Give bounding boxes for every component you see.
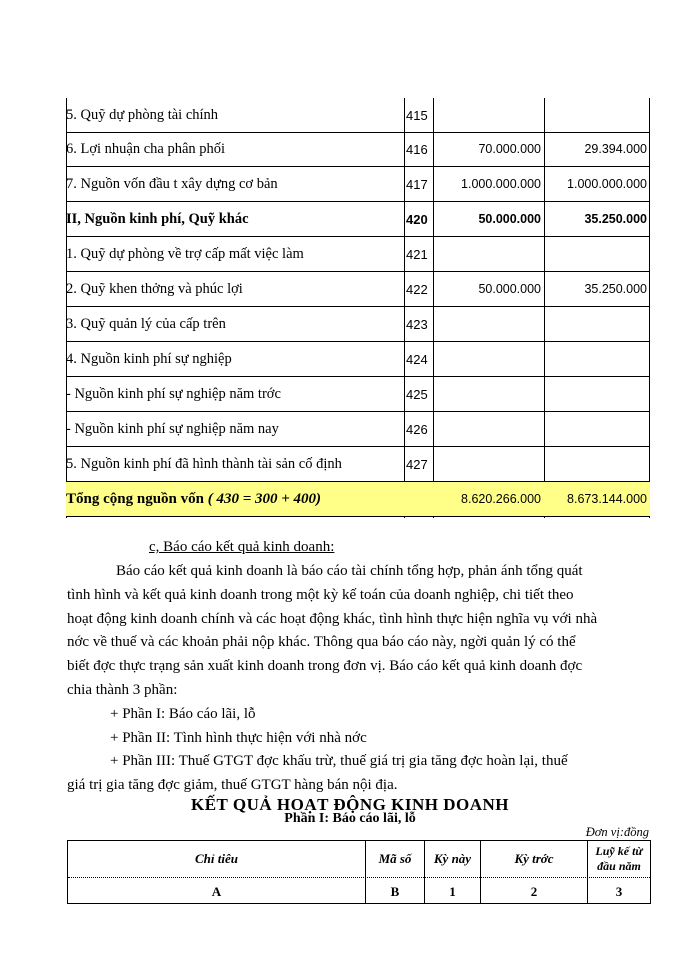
row-value-current	[434, 447, 544, 481]
bullet-item: + Phần III: Thuế GTGT đợc khấu trừ, thuế giá trị gia tăng đợc hoàn lại, thuế	[110, 753, 568, 770]
row-code: 423	[406, 316, 428, 332]
bullet-item: + Phần II: Tình hình thực hiện với nhà nớc	[110, 729, 367, 746]
row-value-previous	[545, 412, 650, 446]
header-this-period: Kỳ này	[433, 851, 472, 866]
row-value-previous: 35.250.000	[584, 212, 647, 226]
paragraph-line: biết đợc thực trạng sản xuất kinh doanh trong đơn vị. Báo cáo kết quả kinh doanh đợc	[67, 658, 583, 675]
col-label-3: 3	[615, 883, 623, 899]
balance-sheet-table	[66, 98, 650, 518]
table-row	[66, 272, 650, 307]
col-label-2: 2	[530, 883, 538, 899]
row-code: 416	[406, 141, 428, 157]
paragraph-line: nớc về thuế và các khoản phải nộp khác. Thông qua báo cáo này, ngời quản lý có thể	[67, 634, 576, 651]
row-code: 421	[406, 246, 428, 262]
row-value-previous	[545, 307, 650, 341]
bullet-item: + Phần I: Báo cáo lãi, lỗ	[110, 705, 256, 722]
paragraph-line: chia thành 3 phần:	[67, 681, 178, 698]
paragraph-line: Báo cáo kết quả kinh doanh là báo cáo tài chính tổng hợp, phản ánh tổng quát	[116, 563, 583, 579]
row-value-previous	[545, 377, 650, 411]
row-value-previous: 29.394.000	[584, 142, 647, 156]
row-label: 3. Quỹ quản lý của cấp trên	[66, 315, 226, 332]
table-row	[66, 237, 650, 272]
bullet-continuation: giá trị gia tăng đợc giảm, thuế GTGT hàng bán nội địa.	[67, 777, 398, 794]
header-indicator: Chỉ tiêu	[195, 851, 238, 866]
section-heading: c, Báo cáo kết quả kinh doanh:	[149, 539, 335, 555]
table-row	[66, 167, 650, 202]
total-label	[66, 482, 404, 516]
header-ytd-line1: Luỹ kế từ	[595, 844, 643, 858]
table-row	[66, 377, 650, 412]
report-title: KẾT QUẢ HOẠT ĐỘNG KINH DOANH	[191, 795, 509, 814]
row-label: - Nguồn kinh phí sự nghiệp năm trớc	[66, 385, 281, 402]
row-label: 5. Quỹ dự phòng tài chính	[66, 106, 219, 123]
total-value-previous: 8.673.144.000	[567, 492, 647, 506]
row-label: - Nguồn kinh phí sự nghiệp năm nay	[66, 420, 279, 437]
row-value-current: 50.000.000	[478, 282, 541, 296]
row-value-previous: 1.000.000.000	[567, 177, 647, 191]
row-code: 422	[406, 281, 428, 297]
row-code: 420	[406, 211, 428, 227]
header-ytd-line2: đầu năm	[597, 859, 641, 873]
row-value-previous	[545, 98, 650, 132]
col-label-a: A	[211, 883, 222, 899]
table-row	[66, 342, 650, 377]
row-value-previous: 35.250.000	[584, 282, 647, 296]
row-value-current: 50.000.000	[478, 212, 541, 226]
paragraph-line: hoạt động kinh doanh chính và các hoạt động khác, tình hình thực hiện nghĩa vụ với nhà	[67, 610, 598, 627]
section-paragraph	[67, 560, 649, 798]
row-value-current	[434, 237, 544, 271]
row-code: 415	[406, 107, 428, 123]
row-code: 417	[406, 176, 428, 192]
row-value-previous	[545, 237, 650, 271]
row-code: 424	[406, 351, 428, 367]
unit-note: Đơn vị:đồng	[585, 825, 649, 839]
row-label: 2. Quỹ khen thởng và phúc lợi	[66, 280, 243, 297]
row-value-current: 70.000.000	[478, 142, 541, 156]
row-label: 1. Quỹ dự phòng về trợ cấp mất việc làm	[66, 245, 304, 262]
table-row	[66, 412, 650, 447]
profit-loss-table	[67, 840, 651, 904]
table-row	[66, 98, 650, 133]
table-row	[66, 132, 650, 167]
row-value-current	[434, 377, 544, 411]
total-row	[66, 481, 650, 517]
row-label: 5. Nguồn kinh phí đã hình thành tài sản cố định	[66, 455, 342, 472]
col-label-1: 1	[449, 883, 456, 899]
row-code: 427	[406, 456, 428, 472]
col-label-b: B	[390, 883, 400, 899]
row-value-current: 1.000.000.000	[461, 177, 541, 191]
total-formula: ( 430 = 300 + 400)	[207, 490, 322, 507]
row-code: 426	[406, 421, 428, 437]
row-value-current	[434, 342, 544, 376]
row-label: II, Nguồn kinh phí, Quỹ khác	[66, 210, 249, 227]
row-value-current	[434, 98, 544, 132]
total-label-text: Tổng cộng nguồn vốn	[66, 490, 204, 507]
total-code	[405, 482, 433, 516]
header-prev-period: Kỳ trớc	[514, 851, 554, 866]
total-value-current: 8.620.266.000	[461, 492, 541, 506]
table-row	[66, 202, 650, 237]
row-label: 6. Lợi nhuận cha phân phối	[66, 140, 226, 157]
row-label: 4. Nguồn kinh phí sự nghiệp	[66, 350, 232, 367]
header-ytd	[588, 841, 650, 877]
table-row	[66, 447, 650, 482]
table-row	[66, 307, 650, 342]
row-label: 7. Nguồn vốn đầu t xây dựng cơ bản	[66, 175, 278, 192]
report-subtitle: Phần I: Báo cáo lãi, lỗ	[284, 811, 416, 826]
row-value-current	[434, 307, 544, 341]
row-code: 425	[406, 386, 428, 402]
row-value-current	[434, 412, 544, 446]
header-code: Mã số	[378, 851, 412, 866]
row-value-previous	[545, 447, 650, 481]
row-value-previous	[545, 342, 650, 376]
paragraph-line: tình hình và kết quả kinh doanh trong một kỳ kế toán của doanh nghiệp, chi tiết theo	[67, 586, 574, 603]
